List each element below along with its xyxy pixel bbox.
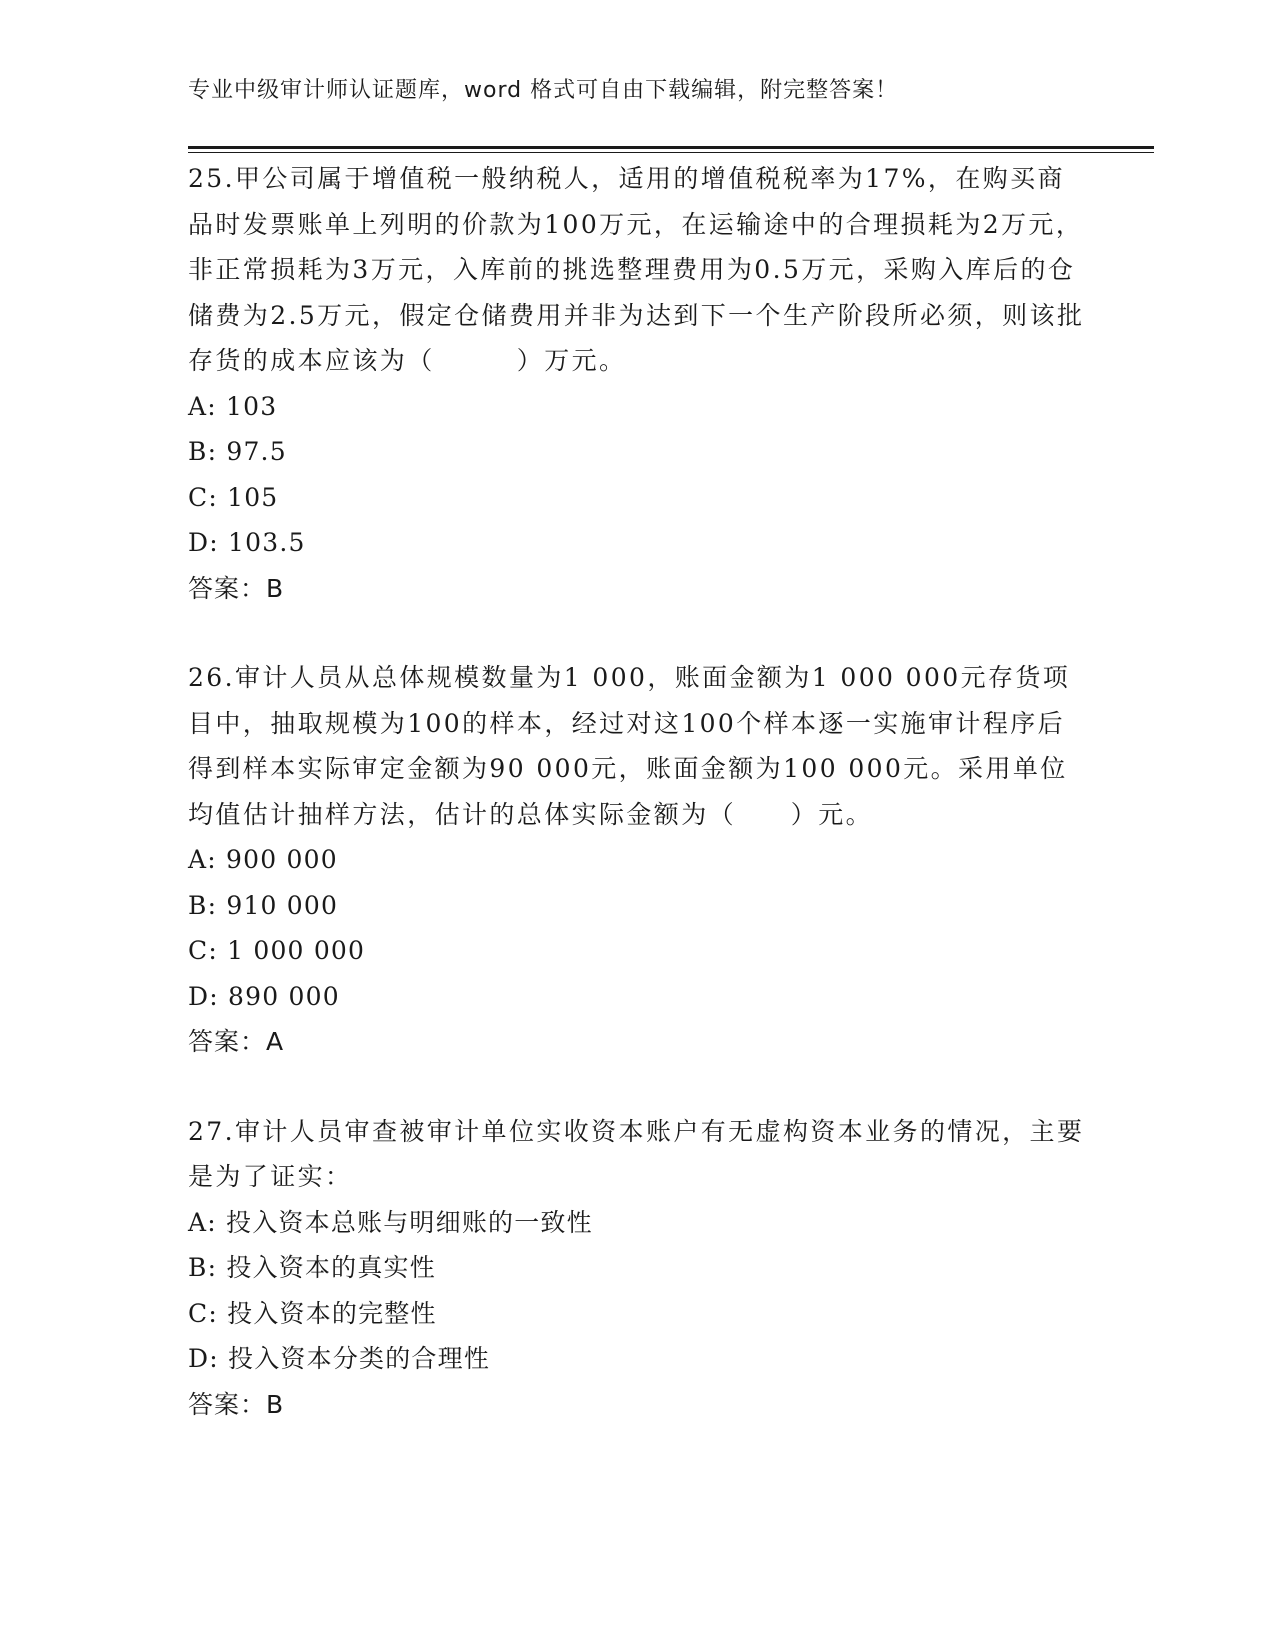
header-divider-thin [188, 152, 1154, 153]
option-b: B: 投入资本的真实性 [188, 1253, 436, 1282]
header-divider-thick [188, 146, 1154, 149]
option-d: D: 103.5 [188, 528, 306, 557]
question-25 [188, 156, 1088, 611]
option-a: A: 103 [188, 391, 278, 421]
page-header: 专业中级审计师认证题库，word 格式可自由下载编辑，附完整答案！ [188, 78, 899, 103]
question-27 [188, 1109, 1088, 1428]
option-d: D: 890 000 [188, 981, 340, 1011]
option-a: A: 投入资本总账与明细账的一致性 [188, 1207, 593, 1237]
answer-line: 答案：B [188, 573, 285, 603]
question-list [188, 156, 1088, 1427]
option-c: C: 投入资本的完整性 [188, 1298, 437, 1328]
question-text: 26.审计人员从总体规模数量为1 000，账面金额为1 000 000元存货项目中，抽取规模为100的样本，经过对这100个样本逐一实施审计程序后得到样本实际审定金额为90 000元，账面金额为100 000元。采用单位均值估计抽样方法，估计的总体实际金额为（ ）元。 [188, 663, 1071, 829]
answer-line: 答案：A [188, 1027, 285, 1056]
option-d: D: 投入资本分类的合理性 [188, 1344, 491, 1373]
option-c: C: 105 [188, 482, 279, 512]
question-text: 27.审计人员审查被审计单位实收资本账户有无虚构资本业务的情况，主要是为了证实： [188, 1116, 1085, 1191]
option-a: A: 900 000 [188, 845, 338, 874]
option-b: B: 910 000 [188, 890, 339, 920]
question-text: 25.甲公司属于增值税一般纳税人，适用的增值税税率为17%，在购买商品时发票账单上列明的价款为100万元，在运输途中的合理损耗为2万元，非正常损耗为3万元，入库前的挑选整理费用为0.5万元，采购入库后的仓储费为2.5万元，假定仓储费用并非为达到下一个生产阶段所必须，则该批存货的成本应该为（ ）万元。 [188, 164, 1085, 375]
question-spacer [188, 1065, 1088, 1109]
question-26 [188, 655, 1088, 1065]
option-c: C: 1 000 000 [188, 936, 366, 965]
answer-line: 答案：B [188, 1389, 285, 1419]
question-spacer [188, 611, 1088, 655]
option-b: B: 97.5 [188, 437, 287, 466]
